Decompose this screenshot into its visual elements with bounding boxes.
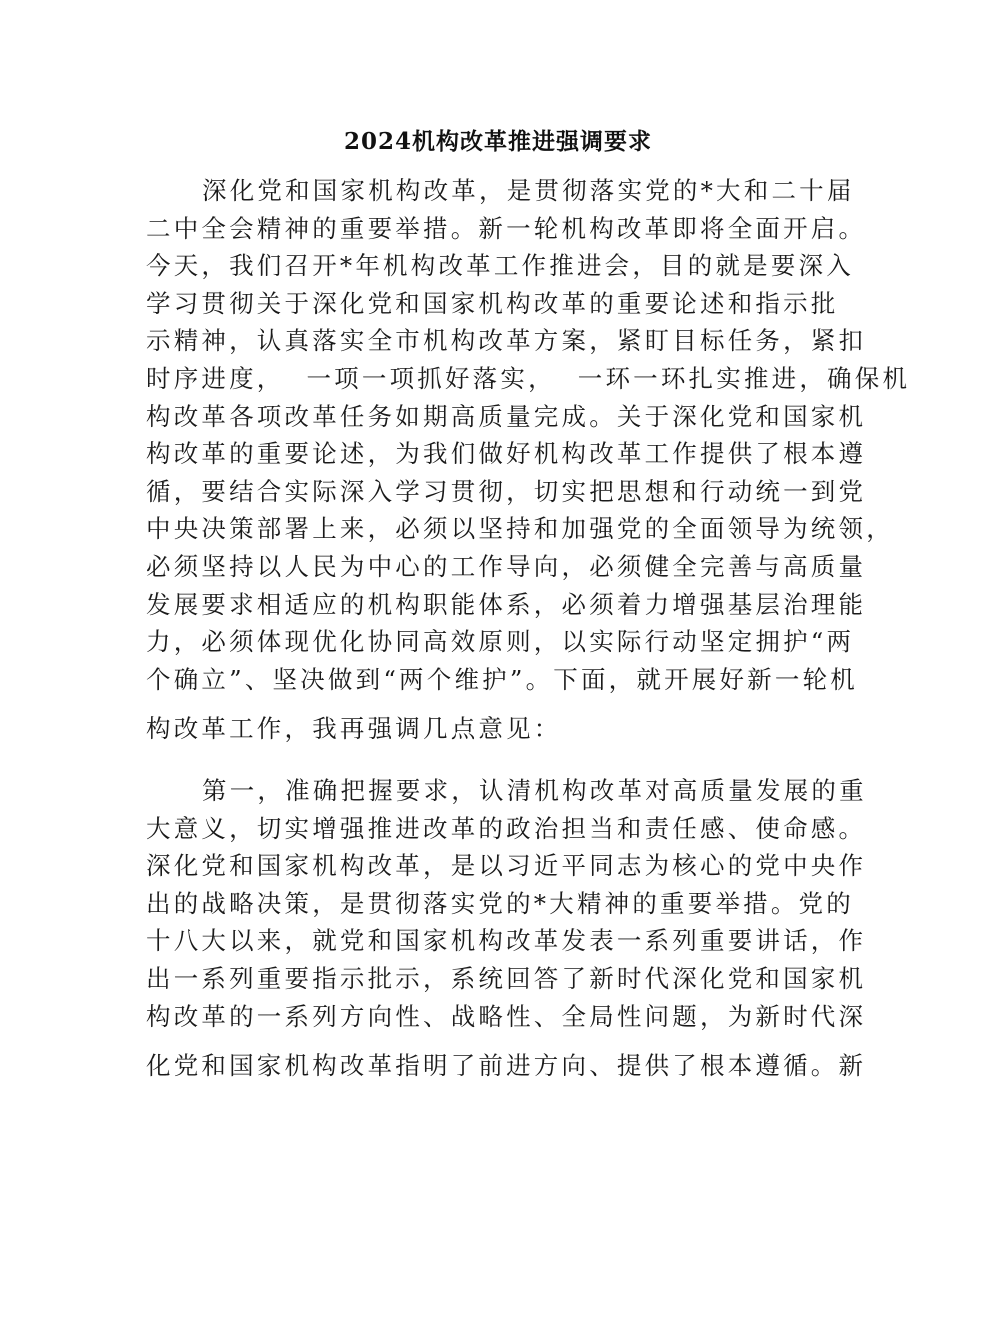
paragraph-line: 深化党和国家机构改革，是以习近平同志为核心的党中央作 <box>146 851 867 881</box>
paragraph-line: 循，要结合实际深入学习贯彻，切实把思想和行动统一到党 <box>146 476 867 506</box>
paragraph-line: 学习贯彻关于深化党和国家机构改革的重要论述和指示批 <box>146 288 839 318</box>
paragraph-line: 时序进度， 一项一项抓好落实， 一环一环扎实推进，确保机 <box>146 363 911 393</box>
paragraph-line: 今天，我们召开*年机构改革工作推进会，目的就是要深入 <box>146 251 854 281</box>
paragraph-line: 第一，准确把握要求，认清机构改革对高质量发展的重 <box>202 776 867 805</box>
paragraph-line: 十八大以来，就党和国家机构改革发表一系列重要讲话，作 <box>146 926 867 956</box>
paragraph-line: 化党和国家机构改革指明了前进方向、提供了根本遵循。新 <box>146 1051 867 1081</box>
paragraph-line: 出的战略决策，是贯彻落实党的*大精神的重要举措。党的 <box>146 888 854 918</box>
paragraph-line: 深化党和国家机构改革，是贯彻落实党的*大和二十届 <box>202 176 855 205</box>
paragraph-2 <box>146 772 867 1085</box>
paragraph-line: 力，必须体现优化协同高效原则，以实际行动坚定拥护“两 <box>146 627 855 657</box>
paragraph-1 <box>146 172 911 748</box>
paragraph-line: 个确立”、坚决做到“两个维护”。下面，就开展好新一轮机 <box>146 664 858 694</box>
paragraph-line: 发展要求相适应的机构职能体系，必须着力增强基层治理能 <box>146 589 867 619</box>
paragraph-line: 大意义，切实增强推进改革的政治担当和责任感、使命感。 <box>146 813 867 843</box>
paragraph-line: 中央决策部署上来，必须以坚持和加强党的全面领导为统领， <box>146 514 894 544</box>
paragraph-line: 必须坚持以人民为中心的工作导向，必须健全完善与高质量 <box>146 551 867 581</box>
paragraph-line: 构改革的一系列方向性、战略性、全局性问题，为新时代深 <box>146 1001 867 1031</box>
document-title: 2024机构改革推进强调要求 <box>343 128 652 155</box>
paragraph-line: 构改革各项改革任务如期高质量完成。关于深化党和国家机 <box>146 401 867 431</box>
paragraph-line: 构改革的重要论述，为我们做好机构改革工作提供了根本遵 <box>146 439 867 469</box>
paragraph-line: 示精神，认真落实全市机构改革方案，紧盯目标任务，紧扣 <box>146 326 867 356</box>
paragraph-line: 二中全会精神的重要举措。新一轮机构改革即将全面开启。 <box>146 213 867 243</box>
paragraph-line: 出一系列重要指示批示，系统回答了新时代深化党和国家机 <box>146 963 867 993</box>
paragraph-line: 构改革工作，我再强调几点意见： <box>146 714 562 744</box>
